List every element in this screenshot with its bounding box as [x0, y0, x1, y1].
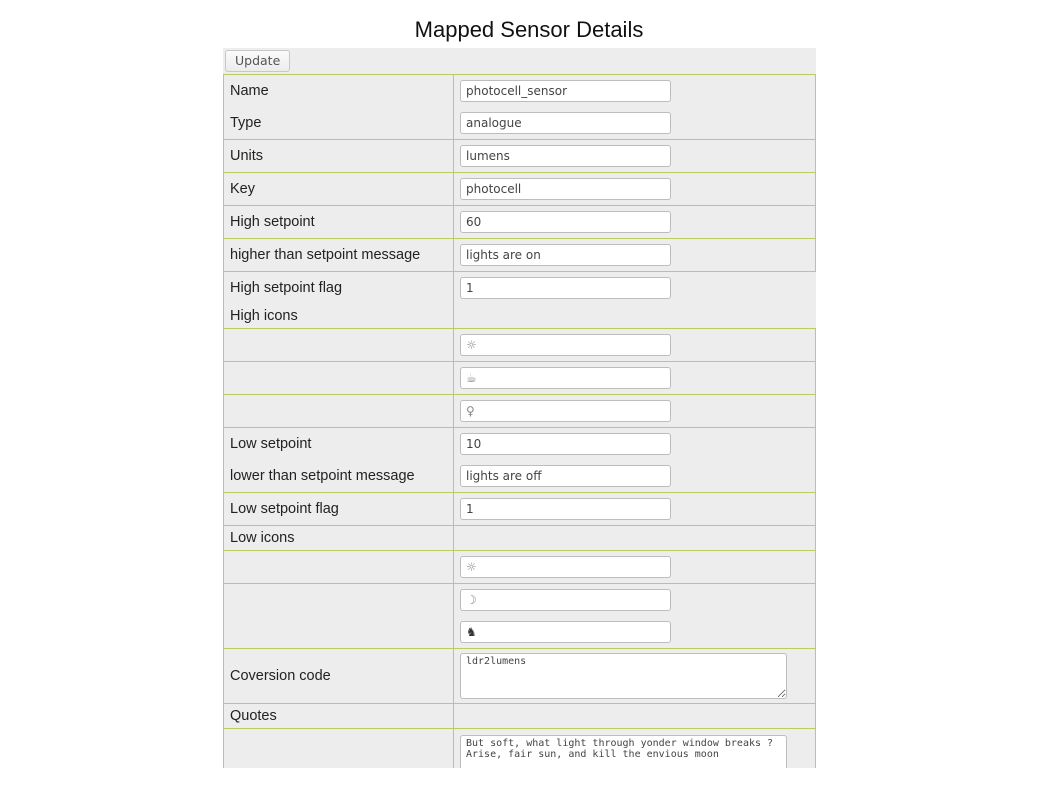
low-flag-input[interactable] [460, 498, 671, 520]
conversion-code-label: Coversion code [230, 668, 331, 684]
high-icon-female-sign-input[interactable] [460, 400, 671, 422]
row-units [224, 140, 816, 173]
name-label: Name [230, 83, 269, 99]
row-key [224, 173, 816, 206]
low-icon-moon-input[interactable] [460, 589, 671, 611]
high-message-input[interactable] [460, 244, 671, 266]
type-label: Type [230, 115, 262, 131]
low-icon-sun-input[interactable] [460, 556, 671, 578]
high-setpoint-input[interactable] [460, 211, 671, 233]
row-high-icon-1 [224, 329, 816, 362]
quotes-textarea[interactable] [460, 735, 787, 768]
key-label: Key [230, 181, 255, 197]
low-icons-label: Low icons [230, 530, 295, 546]
row-high-icon-3 [224, 395, 816, 428]
high-setpoint-label: High setpoint [230, 214, 315, 230]
row-low-setpoint [224, 428, 816, 493]
row-low-icon-1 [224, 551, 816, 584]
high-icon-hot-beverage-input[interactable] [460, 367, 671, 389]
row-low-flag [224, 493, 816, 526]
low-message-input[interactable] [460, 465, 671, 487]
key-input[interactable] [460, 178, 671, 200]
page-title: Mapped Sensor Details [414, 17, 644, 42]
row-high-setpoint [224, 206, 816, 239]
high-flag-label: High setpoint flag [230, 280, 343, 296]
sensor-details-form [223, 48, 816, 768]
row-name-type [224, 75, 816, 140]
high-flag-input[interactable] [460, 277, 671, 299]
type-input[interactable] [460, 112, 671, 134]
high-icon-sun-input[interactable] [460, 334, 671, 356]
name-input[interactable] [460, 80, 671, 102]
toolbar [223, 48, 816, 74]
low-icon-knight-input[interactable] [460, 621, 671, 643]
low-message-label: lower than setpoint message [230, 468, 415, 484]
low-flag-label: Low setpoint flag [230, 501, 339, 517]
conversion-code-textarea[interactable] [460, 653, 787, 699]
row-high-message [224, 239, 816, 272]
row-quotes-header [224, 704, 816, 729]
units-label: Units [230, 148, 264, 164]
details-table [223, 74, 816, 768]
quotes-label: Quotes [230, 708, 277, 724]
row-high-icon-2 [224, 362, 816, 395]
row-high-flag [224, 272, 816, 329]
row-quotes [224, 729, 816, 769]
units-input[interactable] [460, 145, 671, 167]
row-conversion-code [224, 649, 816, 704]
low-setpoint-input[interactable] [460, 433, 671, 455]
high-icons-label: High icons [230, 308, 298, 324]
low-setpoint-label: Low setpoint [230, 436, 312, 452]
update-button[interactable]: Update [225, 50, 290, 72]
row-low-icons-header [224, 526, 816, 551]
row-low-icon-2-3 [224, 584, 816, 649]
high-message-label: higher than setpoint message [230, 247, 421, 263]
